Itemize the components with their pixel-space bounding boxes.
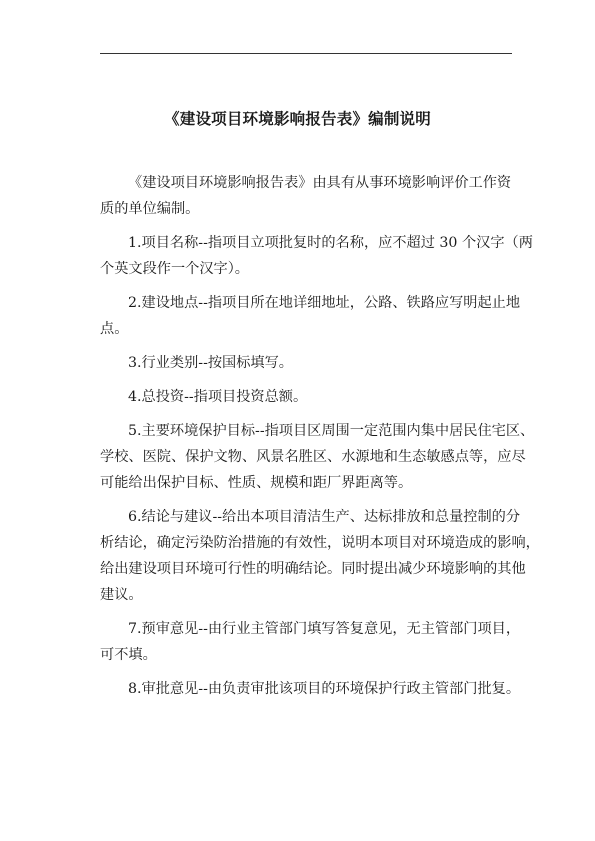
paragraph-line: 1.项目名称--指项目立项批复时的名称，应不超过 30 个汉字（两 — [128, 235, 533, 251]
paragraph-line: 学校、医院、保护文物、风景名胜区、水源地和生态敏感点等，应尽 — [100, 449, 526, 465]
paragraph-line: 3.行业类别--按国标填写。 — [128, 355, 293, 371]
header-rule — [100, 53, 512, 54]
paragraph-line: 可不填。 — [100, 647, 157, 663]
paragraph-item-5 — [100, 418, 535, 496]
paragraph-line: 给出建设项目环境可行性的明确结论。同时提出减少环境影响的其他 — [100, 561, 526, 577]
paragraph-line: 可能给出保护目标、性质、规模和距厂界距离等。 — [100, 475, 413, 491]
paragraph-line: 质的单位编制。 — [100, 201, 200, 217]
paragraph-intro — [100, 170, 520, 222]
paragraph-item-7 — [100, 616, 520, 668]
paragraph-line: 5.主要环境保护目标--指项目区周围一定范围内集中居民住宅区、 — [128, 423, 535, 439]
paragraph-item-1 — [100, 230, 533, 282]
paragraph-line: 《建设项目环境影响报告表》由具有从事环境影响评价工作资 — [128, 175, 512, 191]
paragraph-line: 8.审批意见--由负责审批该项目的环境保护行政主管部门批复。 — [128, 681, 521, 697]
paragraph-line: 7.预审意见--由行业主管部门填写答复意见，无主管部门项目， — [128, 621, 521, 637]
paragraph-line: 析结论，确定污染防治措施的有效性，说明本项目对环境造成的影响， — [100, 535, 540, 551]
paragraph-line: 2.建设地点--指项目所在地详细地址，公路、铁路应写明起止地 — [128, 295, 521, 311]
paragraph-line: 4.总投资--指项目投资总额。 — [128, 389, 308, 405]
document-body — [100, 170, 540, 710]
paragraph-line: 点。 — [100, 321, 129, 337]
paragraph-line: 个英文段作一个汉字）。 — [100, 261, 249, 277]
document-title: 《建设项目环境影响报告表》编制说明 — [164, 110, 431, 128]
paragraph-item-2 — [100, 290, 520, 342]
paragraph-item-4 — [100, 384, 520, 410]
paragraph-item-8 — [100, 676, 520, 702]
paragraph-line: 建议。 — [100, 587, 143, 603]
paragraph-line: 6.结论与建议--给出本项目清洁生产、达标排放和总量控制的分 — [128, 509, 521, 525]
paragraph-item-6 — [100, 504, 540, 608]
paragraph-item-3 — [100, 350, 520, 376]
